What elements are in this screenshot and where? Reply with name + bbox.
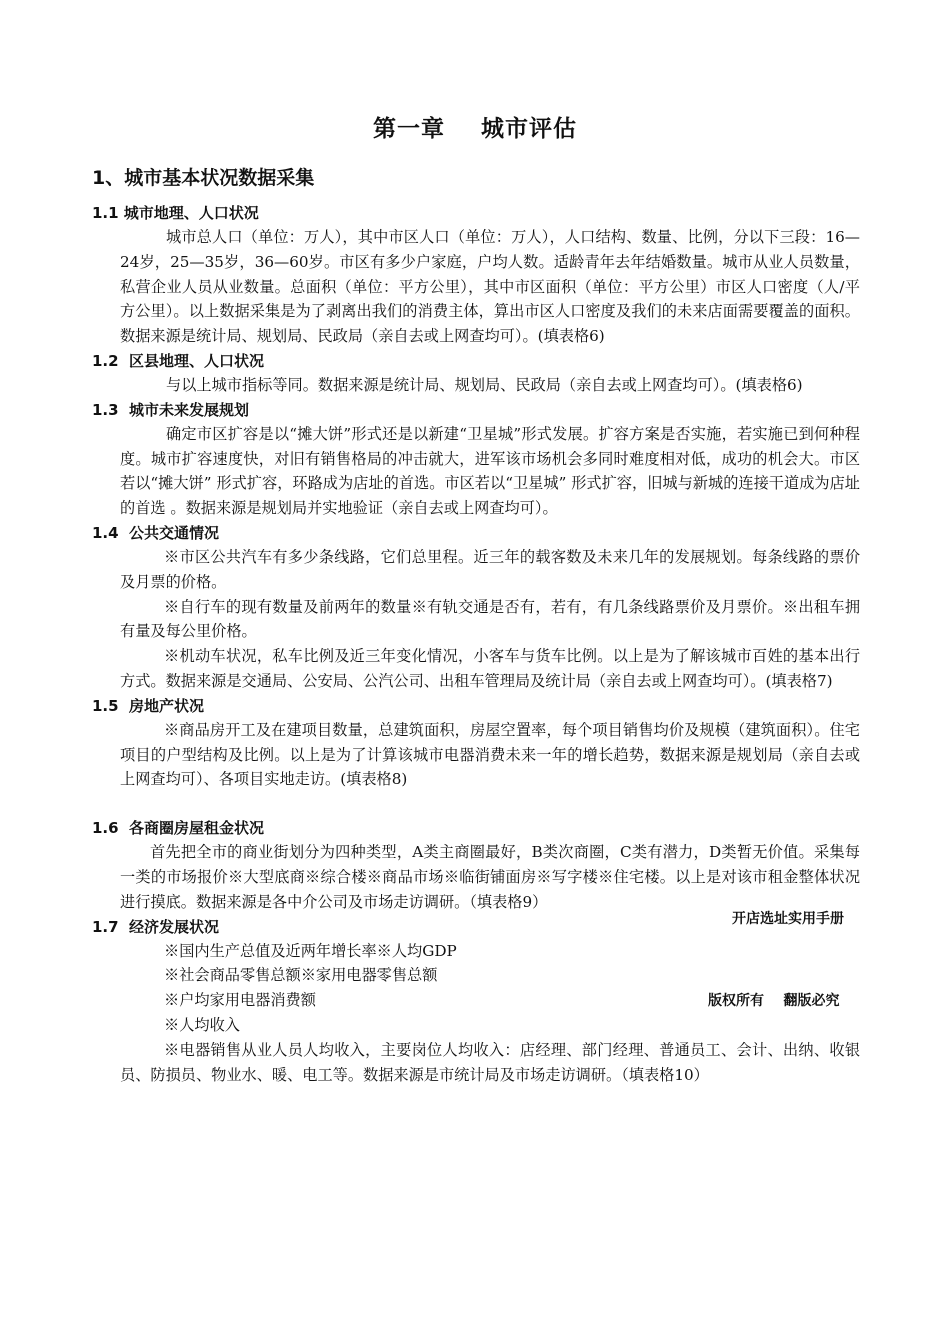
subsection-1-5 [92, 694, 860, 792]
copyright-note: 版权所有 翻版必究 [702, 986, 846, 1014]
subsection-heading: 1.7 经济发展状况 [92, 917, 220, 936]
bullet-paragraph: ※户均家用电器消费额 [164, 991, 316, 1010]
bullet-paragraph: ※机动车状况，私车比例及近三年变化情况，小客车与货车比例。以上是为了解该城市百姓的基本出行方式。数据来源是交通局、公安局、公汽公司、出租车管理局及统计局（亲自去或上网查均可）。(填表格7) [120, 647, 860, 690]
subsection-heading: 1.2 区县地理、人口状况 [92, 351, 265, 370]
bullet-paragraph: ※自行车的现有数量及前两年的数量※有轨交通是否有，若有，有几条线路票价及月票价。※出租车拥有量及每公里价格。 [120, 597, 860, 641]
subsection-heading: 1.4 公共交通情况 [92, 523, 220, 542]
subsection-heading: 1.6 各商圈房屋租金状况 [92, 819, 265, 838]
subsection-1-4 [92, 521, 860, 694]
section-heading: 1、城市基本状况数据采集 [92, 167, 315, 189]
bullet-paragraph: ※人均收入 [164, 1015, 240, 1034]
manual-title-note: 开店选址实用手册 [728, 906, 848, 930]
document-body [92, 201, 860, 1087]
bullet-paragraph: ※商品房开工及在建项目数量，总建筑面积，房屋空置率，每个项目销售均价及规模（建筑面积）。住宅项目的户型结构及比例。以上是为了计算该城市电器消费未来一年的增长趋势，数据来源是规划局（亲自去或上网查均可）、各项目实地走访。(填表格8) [120, 720, 860, 789]
subsection-1-3 [92, 398, 860, 521]
bullet-paragraph: ※社会商品零售总额※家用电器零售总额 [164, 966, 438, 985]
bullet-paragraph: ※国内生产总值及近两年增长率※人均GDP [164, 941, 457, 960]
subsection-1-2 [92, 349, 860, 398]
subsection-heading: 1.1 城市地理、人口状况 [92, 204, 259, 222]
subsection-heading: 1.3 城市未来发展规划 [92, 400, 250, 419]
bullet-paragraph: ※市区公共汽车有多少条线路，它们总里程。近三年的载客数及未来几年的发展规划。每条线路的票价及月票的价格。 [120, 547, 860, 591]
body-paragraph: 与以上城市指标等同。数据来源是统计局、规划局、民政局（亲自去或上网查均可）。(填表格6) [166, 375, 803, 394]
body-paragraph: 首先把全市的商业街划分为四种类型，A类主商圈最好，B类次商圈，C类有潜力，D类暂无价值。采集每一类的市场报价※大型底商※综合楼※商品市场※临街铺面房※写字楼※住宅楼。以上是对该市租金整体状况进行摸底。数据来源是各中介公司及市场走访调研。（填表格9） [120, 843, 860, 911]
body-paragraph: 确定市区扩容是以“摊大饼”形式还是以新建“卫星城”形式发展。扩容方案是否实施，若实施已到何种程度。城市扩容速度快，对旧有销售格局的冲击就大，进军该市场机会多同时难度相对低，成功的机会大。市区若以“摊大饼” 形式扩容，环路成为店址的首选。市区若以“卫星城” 形式扩容，旧城与新城的连接干道成为店址的首选 。数据来源是规划局并实地验证（亲自去或上网查均可）。 [120, 424, 860, 518]
subsection-1-6 [92, 816, 860, 914]
subsection-1-1 [92, 201, 860, 349]
chapter-title: 第一章 城市评估 [372, 116, 578, 142]
subsection-heading: 1.5 房地产状况 [92, 696, 205, 715]
body-paragraph: 城市总人口（单位：万人），其中市区人口（单位：万人），人口结构、数量、比例，分以下三段：16—24岁，25—35岁，36—60岁。市区有多少户家庭，户均人数。适龄青年去年结婚数量。城市从业人员数量，私营企业人员从业数量。总面积（单位：平方公里），其中市区面积（单位：平方公里）市区人口密度（人/平方公里）。以上数据采集是为了剥离出我们的消费主体，算出市区人口密度及我们的未来店面需要覆盖的面积。数据来源是统计局、规划局、民政局（亲自去或上网查均可）。(填表格6) [120, 228, 860, 346]
bullet-paragraph: ※电器销售从业人员人均收入，主要岗位人均收入：店经理、部门经理、普通员工、会计、出纳、收银员、防损员、物业水、暖、电工等。数据来源是市统计局及市场走访调研。（填表格10） [120, 1040, 860, 1084]
